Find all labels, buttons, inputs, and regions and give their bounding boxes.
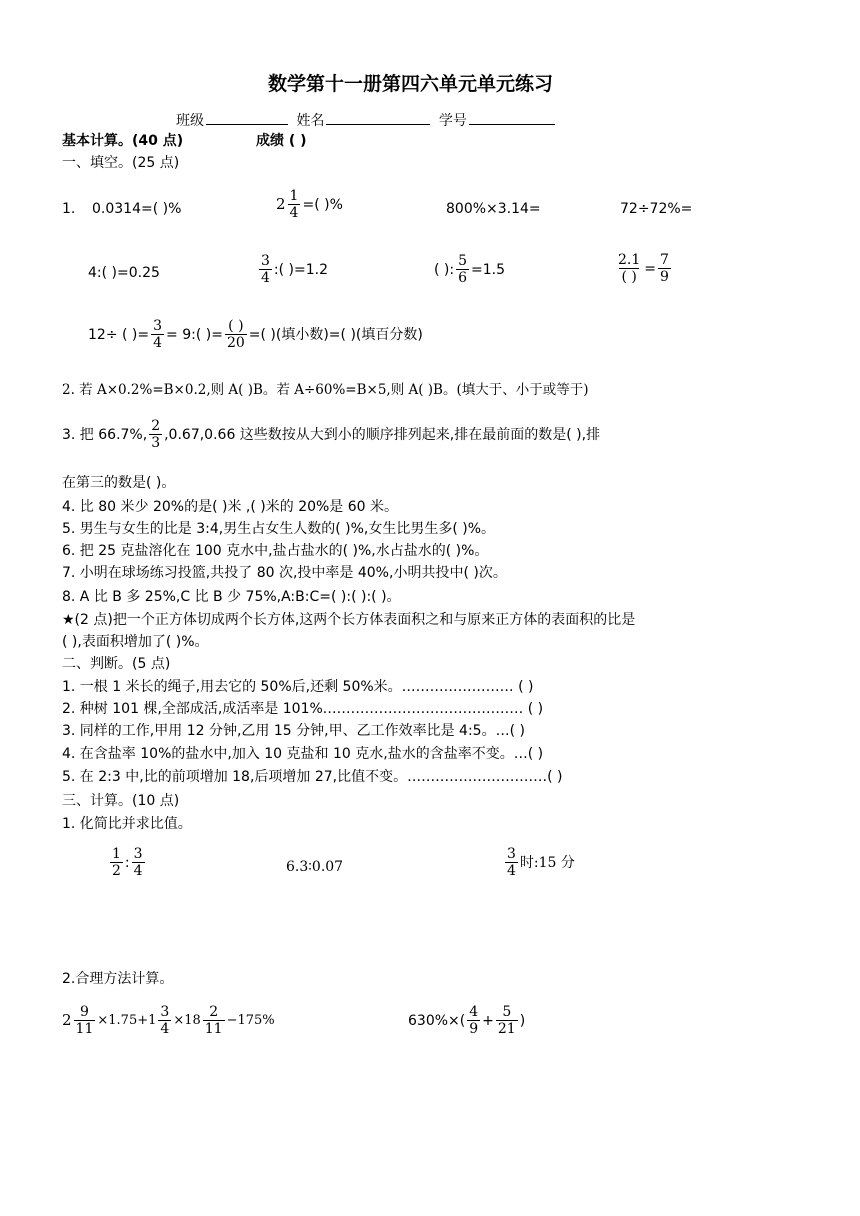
calc2-a-part2: ×18 [173,1013,201,1029]
q1-h2-fraction [658,252,671,285]
q1-a: 0.0314=( )% [92,201,182,217]
numerator: 3 [507,846,516,862]
judge-item: 2. 种树 101 棵,全部成活,成活率是 101%.…………………………………… ( ) [62,701,544,717]
student-id-blank[interactable] [469,110,555,125]
q1-g [434,253,505,286]
calc1-a-fraction2 [132,846,145,879]
calc2-b-fraction2 [496,1004,518,1037]
whole-number: 2 [62,1011,72,1030]
denominator: 11 [204,1021,223,1038]
q1-i-pre: 12÷ ( )= [88,326,150,343]
basic-calc-label: 基本计算。(40 点) [62,133,184,149]
numerator: 7 [660,252,669,268]
q4: 4. 比 80 米少 20%的是( )米 ,( )米的 20%是 60 米。 [62,499,399,515]
numerator: ( ) [228,318,244,334]
class-label: 班级 [176,113,204,129]
denominator: 9 [660,269,669,286]
q1-f-fraction [259,253,272,286]
q1-i-rest: =( )(填小数)=( )(填百分数) [248,326,423,343]
q5: 5. 男生与女生的比是 3:4,男生占女生人数的( )%,女生比男生多( )%。 [62,521,496,537]
calc2-a-fraction1 [74,1004,96,1037]
q1-number: 1. [62,201,76,217]
q1-h-fraction [616,252,642,285]
numerator: 1 [289,188,299,204]
judge-item: 3. 同样的工作,甲用 12 分钟,乙用 15 分钟,甲、乙工作效率比是 4:5。…( ) [62,723,525,739]
q7: 7. 小明在球场练习投篮,共投了 80 次,投中率是 40%,小明共投中( )次。 [62,565,507,581]
numerator: 1 [112,846,121,862]
star-question-line2: ( ),表面积增加了( )%。 [62,634,209,650]
numerator: 2 [151,418,161,434]
q1-e: 4:( )=0.25 [88,265,160,281]
q3-pre: 3. 把 66.7%, [62,426,148,443]
numerator: 9 [80,1004,89,1020]
calc1-a [108,846,147,879]
star-question-line1: ★(2 点)把一个正方体切成两个长方体,这两个长方体表面积之和与原来正方体的表面积的比是 [62,612,636,628]
denominator: 11 [75,1021,94,1038]
calc1-a-fraction1 [110,846,123,879]
q1-f-rest: :( )=1.2 [273,261,329,278]
calc2-a-fraction3 [203,1004,225,1037]
denominator: 6 [458,270,468,287]
numerator: 5 [502,1004,512,1020]
q2: 2. 若 A×0.2%=B×0.2,则 A( )B。若 A÷60%=B×5,则 A( )B。(填大于、小于或等于) [62,382,589,398]
q1-g-fraction [456,253,469,286]
name-label: 姓名 [296,113,325,129]
q1-f [257,253,328,286]
q3-post: ,0.67,0.66 这些数按从大到小的顺序排列起来,排在最前面的数是( ),排 [164,426,601,443]
q3-line2: 在第三的数是( )。 [62,475,176,491]
q1-g-pre: ( ): [434,261,455,278]
q1-c: 800%×3.14= [446,201,541,217]
q1-b-rest: =( )% [302,196,343,213]
denominator: 4 [289,205,299,222]
calc2-a [62,1004,275,1037]
page-title: 数学第十一册第四六单元单元练习 [268,73,554,95]
numerator: 5 [458,253,468,269]
numerator: 3 [261,253,270,269]
student-id-label: 学号 [438,113,467,129]
denominator: 4 [133,863,143,880]
denominator: ( ) [621,269,637,286]
ratio-colon: : [124,854,130,871]
denominator: 4 [261,270,270,287]
calc1-b: 6.3∶0.07 [286,859,344,875]
calc1-title: 1. 化简比并求比值。 [62,816,192,832]
equals-sign: = [644,260,656,277]
calc2-a-part3: −175% [226,1013,275,1029]
section-judge-title: 二、判断。(5 点) [62,656,171,672]
denominator: 3 [151,435,161,452]
calc2-b [408,1004,525,1037]
section-calc-title: 三、计算。(10 点) [62,793,180,809]
q3 [62,418,600,451]
denominator: 4 [507,863,516,880]
numerator: 2 [209,1004,219,1020]
denominator: 20 [226,335,245,352]
calc2-title: 2.合理方法计算。 [62,971,174,987]
calc1-c-rest: 时:15 分 [519,854,575,871]
denominator: 4 [153,335,163,352]
denominator: 9 [469,1021,479,1038]
q3-fraction [149,418,162,451]
numerator: 3 [160,1004,170,1020]
denominator: 4 [160,1021,170,1038]
calc2-a-part1: ×1.75+1 [97,1013,157,1029]
calc2-b-fraction1 [467,1004,480,1037]
q6: 6. 把 25 克盐溶化在 100 克水中,盐占盐水的( )%,水占盐水的( )%。 [62,543,489,559]
name-blank[interactable] [326,110,430,125]
q1-b-whole: 2 [276,195,286,214]
numerator: 3 [133,846,143,862]
score-label: 成绩 ( ) [256,133,307,149]
calc1-c-fraction [505,846,518,879]
q1-d: 72÷72%= [620,201,693,217]
q8: 8. A 比 B 多 25%,C 比 B 少 75%,A:B:C=( ):( ):( )。 [62,589,401,605]
judge-item: 1. 一根 1 米长的绳子,用去它的 50%后,还剩 50%米。…………………… ( ) [62,679,534,695]
denominator: 21 [497,1021,516,1038]
q1-i-mid: = 9:( )= [166,326,223,343]
q1-b-fraction [288,188,301,221]
denominator: 2 [112,863,121,880]
student-info-header [176,110,559,128]
q1-b [276,188,343,221]
q1-h [614,252,673,285]
numerator: 3 [153,318,163,334]
judge-item: 5. 在 2:3 中,比的前项增加 18,后项增加 27,比值不变。…………………………( ) [62,769,563,785]
numerator: 2.1 [618,252,641,268]
plus-sign: + [482,1012,494,1029]
q1-i [88,318,423,351]
calc1-c [503,846,575,879]
section-fill-title: 一、填空。(25 点) [62,155,180,171]
calc2-a-fraction2 [158,1004,171,1037]
numerator: 4 [469,1004,479,1020]
q1-g-rest: =1.5 [471,261,506,278]
judge-item: 4. 在含盐率 10%的盐水中,加入 10 克盐和 10 克水,盐水的含盐率不变。…( ) [62,746,544,762]
q1-i2-fraction [225,318,247,351]
calc2-b-pre: 630%×( [408,1012,466,1029]
q1-i-fraction [151,318,164,351]
class-blank[interactable] [206,110,288,125]
calc2-b-post: ) [519,1012,526,1029]
